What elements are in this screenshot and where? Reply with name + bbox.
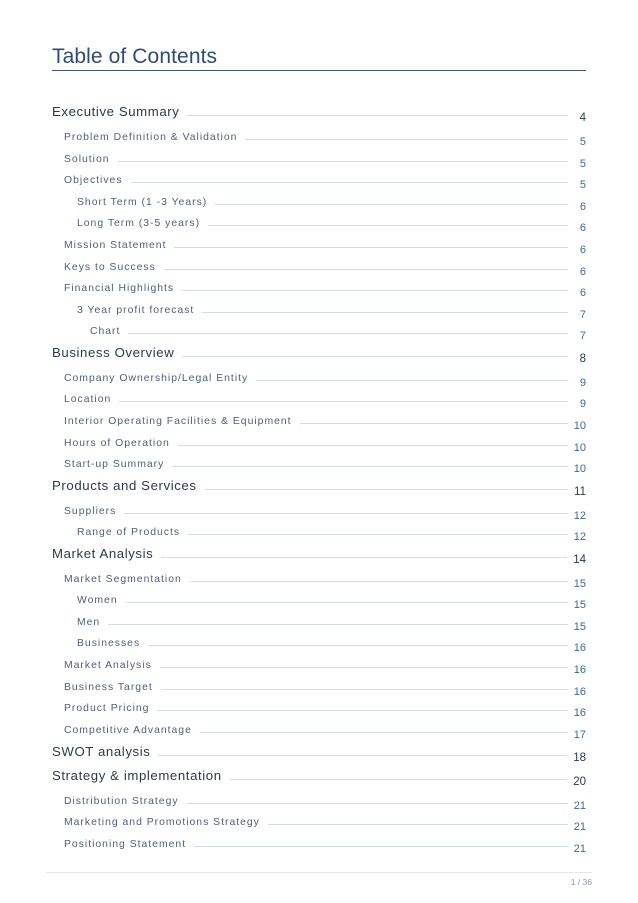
toc-dot-leader [256,379,568,381]
toc-entry-page-number: 8 [579,353,586,365]
toc-entry-page-number: 14 [573,554,586,566]
toc-dot-leader [157,709,567,711]
toc-entry-page-number: 5 [579,158,586,170]
toc-entry[interactable] [52,101,586,124]
toc-entry-page-number: 16 [573,707,586,719]
toc-dot-leader [202,311,568,313]
page-title: Table of Contents [52,45,218,68]
toc-entry-page-number: 6 [579,287,586,299]
toc-entry-label: Keys to Success [64,262,156,273]
toc-entry-label: Chart [90,326,121,337]
page-indicator: 1 / 36 [570,877,592,887]
toc-entry-page-number: 4 [579,112,586,124]
toc-entry-label: Positioning Statement [64,839,187,850]
toc-dot-leader [187,802,568,804]
toc-entry[interactable] [77,631,586,654]
toc-entry-label: Competitive Advantage [64,725,192,736]
toc-entry[interactable] [77,298,586,321]
toc-entry[interactable] [64,452,586,475]
toc-dot-leader [124,512,567,514]
toc-entry[interactable] [52,342,586,365]
toc-entry-label: Short Term (1 -3 Years) [77,197,208,208]
toc-entry-label: Product Pricing [64,703,150,714]
toc-entry-page-number: 15 [573,599,586,611]
toc-entry[interactable] [90,319,586,342]
toc-entry-page-number: 17 [573,729,586,741]
toc-dot-leader [190,580,568,582]
toc-dot-leader [300,422,568,424]
toc-dot-leader [164,268,568,270]
toc-entry[interactable] [64,125,586,148]
toc-entry-label: Start-up Summary [64,459,165,470]
toc-dot-leader [128,332,568,334]
toc-dot-leader [108,623,568,625]
toc-entry-page-number: 15 [573,578,586,590]
toc-entry-page-number: 16 [573,642,586,654]
toc-entry[interactable] [64,147,586,170]
toc-entry-label: Men [77,617,101,628]
toc-entry[interactable] [52,741,586,764]
toc-entry-page-number: 21 [573,800,586,812]
toc-entry-page-number: 7 [579,309,586,321]
toc-entry-label: Solution [64,154,110,165]
toc-entry-label: SWOT analysis [52,744,151,759]
toc-entry-label: Distribution Strategy [64,796,179,807]
toc-entry[interactable] [64,653,586,676]
toc-entry[interactable] [64,168,586,191]
toc-entry[interactable] [64,387,586,410]
toc-entry[interactable] [64,718,586,741]
toc-entry[interactable] [77,588,586,611]
toc-entry-label: Women [77,595,118,606]
toc-entry-label: Company Ownership/Legal Entity [64,373,249,384]
toc-entry-page-number: 10 [573,420,586,432]
toc-entry-label: Hours of Operation [64,438,170,449]
footer-divider [46,872,592,873]
toc-entry-page-number: 6 [579,244,586,256]
toc-entry[interactable] [52,765,586,788]
toc-dot-leader [268,823,568,825]
toc-entry-label: Businesses [77,638,141,649]
toc-entry[interactable] [64,255,586,278]
toc-entry-label: Market Segmentation [64,574,182,585]
toc-entry-page-number: 6 [579,222,586,234]
toc-dot-leader [200,731,568,733]
toc-dot-leader [245,138,568,140]
toc-entry-label: 3 Year profit forecast [77,305,195,316]
toc-dot-leader [182,355,568,357]
toc-entry[interactable] [64,276,586,299]
toc-entry-label: Marketing and Promotions Strategy [64,817,260,828]
toc-entry[interactable] [77,211,586,234]
toc-entry-page-number: 21 [573,843,586,855]
toc-entry[interactable] [64,431,586,454]
toc-entry-label: Location [64,394,112,405]
toc-dot-leader [174,246,568,248]
toc-dot-leader [160,666,568,668]
toc-entry[interactable] [64,675,586,698]
toc-entry-label: Business Target [64,682,153,693]
toc-entry[interactable] [77,520,586,543]
toc-dot-leader [119,400,568,402]
toc-dot-leader [205,488,568,490]
toc-entry-page-number: 5 [579,136,586,148]
toc-entry-page-number: 6 [579,266,586,278]
toc-dot-leader [182,289,568,291]
toc-entry-page-number: 9 [579,377,586,389]
toc-entry-page-number: 15 [573,621,586,633]
toc-entry-label: Market Analysis [52,546,154,561]
toc-entry-page-number: 5 [579,179,586,191]
toc-entry-page-number: 21 [573,821,586,833]
toc-entry-page-number: 12 [573,531,586,543]
toc-entry[interactable] [64,567,586,590]
toc-entry-label: Interior Operating Facilities & Equipment [64,416,292,427]
toc-entry-page-number: 12 [573,510,586,522]
toc-entry[interactable] [77,610,586,633]
toc-entry-label: Market Analysis [64,660,152,671]
toc-entry[interactable] [64,696,586,719]
toc-entry-page-number: 20 [573,776,586,788]
toc-entry[interactable] [64,810,586,833]
toc-entry[interactable] [64,409,586,432]
toc-entry-page-number: 7 [579,330,586,342]
toc-dot-leader [194,845,568,847]
toc-entry-label: Business Overview [52,345,175,360]
toc-dot-leader [161,556,567,558]
toc-entry-page-number: 10 [573,442,586,454]
toc-entry-page-number: 16 [573,664,586,676]
toc-entry-label: Objectives [64,175,123,186]
toc-entry-page-number: 18 [573,752,586,764]
toc-entry-label: Long Term (3-5 years) [77,218,201,229]
toc-entry-page-number: 9 [579,398,586,410]
toc-entry-label: Suppliers [64,506,117,517]
toc-dot-leader [230,778,568,780]
toc-dot-leader [158,754,567,756]
toc-entry-page-number: 6 [579,201,586,213]
toc-entry[interactable] [64,832,586,855]
toc-entry[interactable] [52,543,586,566]
toc-dot-leader [178,444,568,446]
toc-entry[interactable] [64,789,586,812]
toc-dot-leader [118,160,568,162]
toc-dot-leader [187,114,568,116]
toc-dot-leader [126,601,568,603]
toc-dot-leader [161,688,568,690]
toc-entry-page-number: 11 [574,486,586,498]
toc-dot-leader [131,181,568,183]
toc-dot-leader [188,533,568,535]
toc-entry[interactable] [64,366,586,389]
toc-entry-label: Products and Services [52,478,197,493]
toc-entry-label: Range of Products [77,527,181,538]
toc-dot-leader [172,465,567,467]
toc-entry-label: Problem Definition & Validation [64,132,238,143]
toc-entry[interactable] [52,475,586,498]
toc-entry-page-number: 16 [573,686,586,698]
toc-entry-label: Financial Highlights [64,283,175,294]
toc-entry-label: Mission Statement [64,240,167,251]
toc-entry[interactable] [77,190,586,213]
toc-dot-leader [148,644,568,646]
toc-entry-label: Strategy & implementation [52,768,222,783]
toc-entry[interactable] [64,499,586,522]
toc-entry-label: Executive Summary [52,104,180,119]
toc-entry[interactable] [64,233,586,256]
title-divider [52,70,586,71]
toc-entry-page-number: 10 [573,463,586,475]
toc-dot-leader [215,203,568,205]
toc-dot-leader [208,224,568,226]
